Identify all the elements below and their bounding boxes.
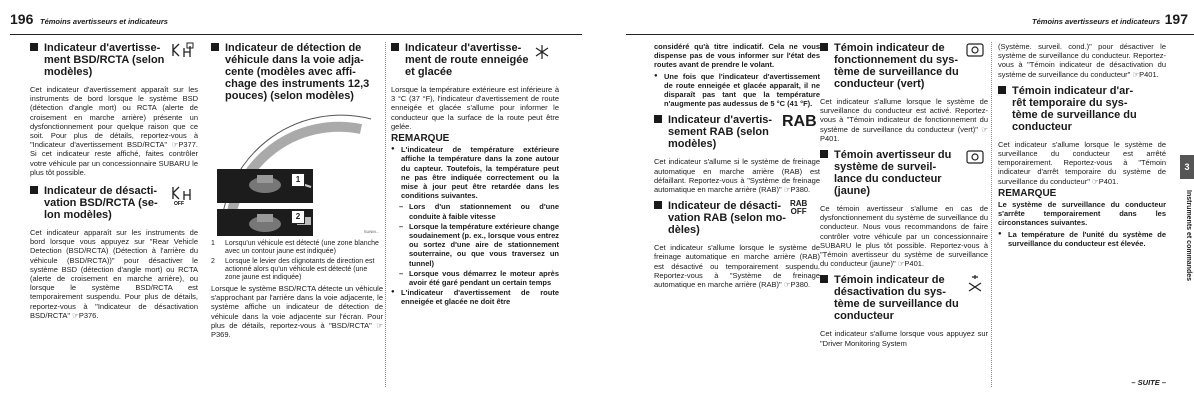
caption-2: 2 Lorsque le levier des clignotants de direction est actionné alors qu'un véhicule est détecté (une zone jaune est indiquée) [211, 258, 375, 281]
bsd-rcta-warning-icon [170, 42, 196, 60]
driver-monitor-warning-icon [966, 149, 984, 167]
snowflake-icon [534, 44, 550, 60]
heading-bsd-rcta-off: Indicateur de désacti- vation BSD/RCTA (se- lon modèles) OFF [30, 185, 198, 223]
rab-warning-icon: RAB [782, 113, 817, 131]
paragraph: Cet indicateur s'allume lorsque le système de freinage automatique en marche arrière (RAB) est désactivé ou temporairement suspendu. Reportez-vous à "Système de freinage automatique en marche arrière (RAB)" ☞P380. [654, 243, 820, 290]
header-title-right: Témoins avertisseurs et indicateurs [1032, 17, 1160, 26]
driver-monitor-icon [966, 42, 984, 60]
heading-dms-off: Témoin indicateur de désactivation du sys- tème de surveillance du conducteur [820, 274, 988, 324]
header-title-left: Témoins avertisseurs et indicateurs [40, 17, 168, 26]
paragraph: Cet indicateur s'allume lorsque le système de surveillance du conducteur est activé. Reportez-vous à "Témoin indicateur de fonctionnement du système de surveillance du conducteur (vert)" ☞P401. [820, 97, 988, 143]
chapter-tab: 3 [1180, 155, 1194, 179]
heading-icy-road-warning: Indicateur d'avertisse- ment de route enneigée et glacée [391, 42, 559, 80]
paragraph: Cet indicateur d'avertissement apparaît sur les instruments de bord lorsque le système BSD (détection d'angle mort) ou RCTA (alerte de croisement en marche arrière) présente un dysfonctionnement pour quelque raison que ce soit. Pour plus de détails, reportez-vous à "Indicateur d'avertissement BSD/RCTA" ☞P377. Si cet indicateur reste affiché, faites contrôler votre véhicule par un concessionnaire SUBARU le plus tôt possible. [30, 85, 198, 177]
paragraph: Cet indicateur s'allume lorsque vous appuyez sur "Driver Monitoring System [820, 329, 988, 348]
right-col-2 [820, 42, 988, 350]
paragraph: considéré qu'à titre indicatif. Cela ne vous dispense pas de vous informer sur l'état des routes avant de prendre le volant. [654, 42, 820, 70]
figure-label-1: 1 [291, 173, 305, 187]
paragraph: Cet indicateur s'allume lorsque le système de surveillance du conducteur est arrêté temporairement. Reportez-vous à "Témoin indicateur d'arrêt temporaire du système de surveillance du conducteur" ☞P401. [998, 139, 1166, 186]
left-col-2 [211, 42, 383, 341]
right-header [626, 10, 1194, 35]
heading-dms-temporary-stop: Témoin indicateur d'ar- rêt temporaire du sys- tème de surveillance du conducteur [998, 85, 1166, 135]
page-number-left: 196 [10, 11, 34, 27]
bsd-rcta-off-icon [170, 185, 196, 205]
bullet-item: ● L'indicateur d'avertissement de route enneigée et glacée ne doit être [391, 288, 559, 306]
figure-label-2: 2 [291, 210, 305, 224]
paragraph: Cet indicateur apparaît sur les instruments de bord lorsque vous appuyez sur "Rear Vehicle Detection (BSD/RCTA) (Détection à l'arrière du véhicule (BSD/RCTA))" pour désactiver le système BSD (détection d'angle mort) ou RCTA (alerte de croisement en marche arrière), ou lorsque le système BSD/RCTA est temporairement suspendu. Pour plus de détails, reportez-vous à "Indicateur de désactivation BSD/RCTA" ☞P376. [30, 228, 198, 320]
left-header [10, 10, 582, 35]
caption-1: 1 Lorsqu'un véhicule est détecté (une zone blanche avec un contour jaune est indiquée) [211, 240, 379, 255]
heading-dms-warning: Témoin avertisseur du système de surveil- lance du conducteur (jaune) [820, 149, 988, 199]
right-page [618, 0, 1194, 400]
left-col-3 [391, 42, 559, 309]
remark-heading: REMARQUE [998, 187, 1057, 199]
right-col-3 [998, 42, 1166, 250]
driver-monitor-off-icon [966, 274, 984, 292]
right-col-1 [654, 42, 820, 291]
left-col-1 [30, 42, 198, 322]
bullet-item: ● La température de l'unité du système de surveillance du conducteur est élevée. [998, 230, 1166, 248]
paragraph: Le système de surveillance du conducteur s'arrête temporairement dans les circonstances suivantes. [998, 200, 1166, 228]
paragraph: Lorsque la température extérieure est inférieure à 3 °C (37 °F), l'indicateur d'avertissement de route enneigée et glacée s'allume pour informer le conducteur que la surface de la route peut être gelée. [391, 85, 559, 131]
column-divider [991, 42, 992, 387]
heading-rab-warning: Indicateur d'avertis- sement RAB (selon modèles) RAB [654, 114, 820, 152]
chapter-title-vertical: Instruments et commandes [1185, 190, 1192, 282]
heading-dms-operation: Témoin indicateur de fonctionnement du sys- tème de surveillance du conducteur (vert) [820, 42, 988, 92]
heading-bsd-rcta-warning: Indicateur d'avertisse- ment BSD/RCTA (selon modèles) [30, 42, 198, 80]
paragraph: Ce témoin avertisseur s'allume en cas de dysfonctionnement du système de surveillance du conducteur. Nous vous recommandons de faire contrôler votre véhicule par un concessionnaire SUBARU le plus tôt possible. Reportez-vous à "Témoin avertisseur du système de surveillance du conducteur (jaune)" ☞P401. [820, 204, 988, 269]
figure-code: SUNM... [363, 228, 379, 234]
column-divider [385, 42, 386, 387]
dash-item: – Lors d'un stationnement ou d'une conduite à faible vitesse [391, 202, 559, 220]
remark-heading: REMARQUE [391, 133, 450, 145]
dash-item: – Lorsque vous démarrez le moteur après avoir été garé pendant un certain temps [391, 269, 559, 287]
bullet-item: ● Une fois que l'indicateur d'avertissement de route enneigée et glacée apparaît, il ne disparaît pas tant que la température n'augmente pas audessus de 5 °C (41 °F). [654, 72, 820, 109]
heading-adjacent-lane-detection: Indicateur de détection de véhicule dans la voie adja- cente (modèles avec affi- chage des instruments 12,3 pouces) (selon modèles) [211, 42, 383, 104]
paragraph: (Système. surveil. cond.)" pour désactiver le système de surveillance du conducteur. Reportez-vous à "Témoin indicateur de désactivation du système de surveillance du conducteur" ☞P401. [998, 42, 1166, 79]
continued-marker: – SUITE – [1131, 378, 1166, 387]
rab-off-icon: RAB OFF [790, 199, 808, 217]
bullet-item: ● L'indicateur de température extérieure affiche la température dans la zone autour du capteur. Toutefois, la température peut ne pas être indiquée correctement ou la mise à jour peut être retardée dans les conditions suivantes. [391, 145, 559, 200]
dash-item: – Lorsque la température extérieure change soudainement (p. ex., lorsque vous entrez ou sortez d'une aire de stationnement souterraine, ou que vous traversez un tunnel) [391, 222, 559, 268]
heading-rab-off: Indicateur de désacti- vation RAB (selon mo- dèles) RAB OFF [654, 200, 820, 238]
paragraph: Lorsque le système BSD/RCTA détecte un véhicule s'approchant par l'arrière dans la voie adjacente, le système affiche un indicateur de détection de véhicule dans la voie adjacente sur l'écran. Pour plus de détails, reportez-vous à "BSD/RCTA" ☞P369. [211, 284, 383, 340]
detection-figure [211, 109, 383, 236]
paragraph: Cet indicateur s'allume si le système de freinage automatique en marche arrière (RAB) est défaillant. Reportez-vous à "Système de freinage automatique en marche arrière (RAB)" ☞P380. [654, 157, 820, 195]
svg-text:OFF: OFF [174, 201, 184, 206]
left-page [0, 0, 590, 400]
page-number-right: 197 [1164, 11, 1188, 27]
